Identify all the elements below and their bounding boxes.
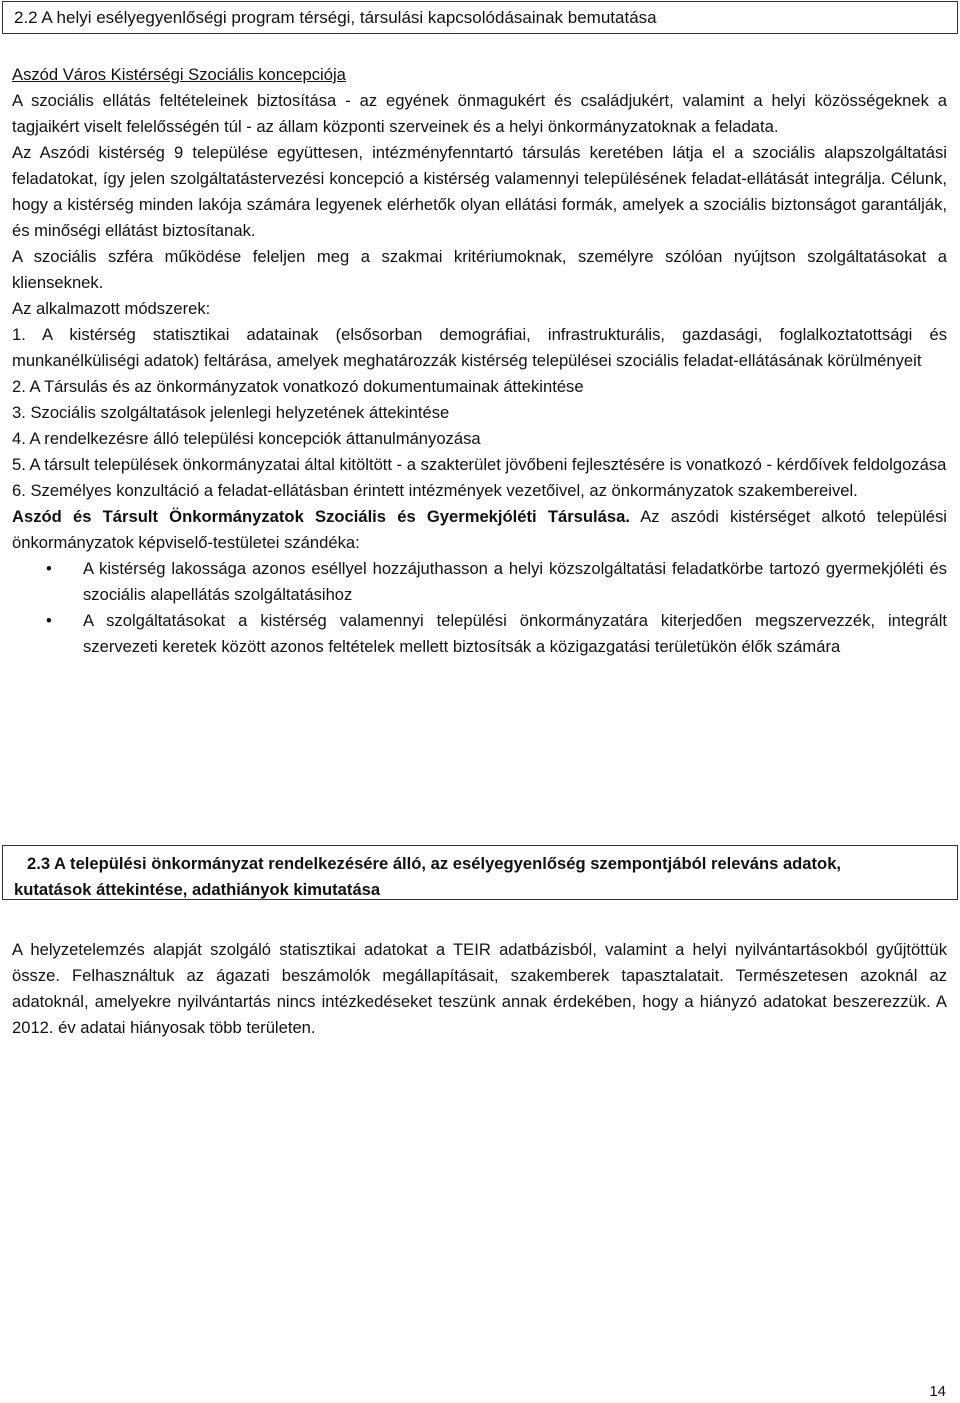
section-heading-2-3-line1: 2.3 A települési önkormányzat rendelkezésére álló, az esélyegyenlőség szempontjából releváns adatok,: [27, 854, 842, 873]
bullet-text: A szolgáltatásokat a kistérség valamennyi települési önkormányzatára kiterjedően megszervezzék, integrált szervezeti keretek között azonos feltételek mellett biztosítsák a közigazgatási területükön élők számára: [83, 611, 947, 656]
paragraph-2: Az Aszódi kistérség 9 települése együttesen, intézményfenntartó társulás keretében látja el a szociális alapszolgáltatási feladatokat, így jelen szolgáltatástervezési koncepció a kistérség valamennyi településének feladat-ellátását integrálja. Célunk, hogy a kistérség minden lakója számára legyenek elérhetők olyan ellátási formák, amelyek a szociális biztonságot garantálják, és minőségi ellátást biztosítanak.: [12, 143, 947, 240]
section-heading-2-3-line2: kutatások áttekintése, adathiányok kimutatása: [14, 880, 381, 899]
method-item: 6. Személyes konzultáció a feladat-ellátásban érintett intézmények vezetőivel, az önkormányzatok szakembereivel.: [12, 481, 858, 500]
paragraph-1: A szociális ellátás feltételeinek biztosítása - az egyének önmagukért és családjukért, valamint a helyi közösségeknek a tagjaikért viselt felelősségén túl - az állam központi szerveinek és a helyi önkormányzatoknak a feladata.: [12, 91, 947, 136]
section-2-3-body: [12, 937, 947, 1041]
association-text: Az aszódi kistérséget alkotó települési önkormányzatok képviselő-testületei szándéka:: [12, 507, 947, 552]
page-number: 14: [929, 1383, 946, 1400]
bullet-icon: •: [46, 611, 52, 630]
method-item: 5. A társult települések önkormányzatai által kitöltött - a szakterület jövőbeni fejlesztésére is vonatkozó - kérdőívek feldolgozása: [12, 455, 947, 474]
method-item: 1. A kistérség statisztikai adatainak (elsősorban demográfiai, infrastrukturális, gazdasági, foglalkoztatottsági és munkanélküliségi adatok) feltárása, amelyek meghatározzák kistérség települései szociális feladat-ellátásának körülményeit: [12, 325, 947, 370]
main-body: [12, 62, 947, 660]
paragraph-3: A szociális szféra működése feleljen meg a szakmai kritériumoknak, személyre szólóan nyújtson szolgáltatásokat a klienseknek.: [12, 247, 947, 292]
intent-bullet-list: [12, 556, 947, 660]
method-item: 3. Szociális szolgáltatások jelenlegi helyzetének áttekintése: [12, 403, 450, 422]
section-title: Aszód Város Kistérségi Szociális koncepciója: [12, 65, 346, 84]
paragraph-4: A helyzetelemzés alapját szolgáló statisztikai adatokat a TEIR adatbázisból, valamint a helyi nyilvántartásokból gyűjtöttük össze. Felhasználtuk az ágazati beszámolók megállapításait, szakemberek tapasztalatait. Természetesen azoknál az adatoknál, amelyekre nyilvántartás nincs intézkedéseket teszünk annak érdekében, hogy a hiányzó adatokat beszerezzük. A 2012. év adatai hiányosak több területen.: [12, 940, 947, 1037]
method-item: 2. A Társulás és az önkormányzatok vonatkozó dokumentumainak áttekintése: [12, 377, 584, 396]
association-paragraph: [12, 504, 947, 556]
section-heading-2-2: 2.2 A helyi esélyegyenlőségi program térségi, társulási kapcsolódásainak bemutatása: [14, 8, 657, 27]
section-heading-box-2-2: [2, 1, 958, 34]
bullet-text: A kistérség lakossága azonos eséllyel hozzájuthasson a helyi közszolgáltatási feladatkörbe tartozó gyermekjóléti és szociális alapellátás szolgáltatásihoz: [83, 559, 947, 604]
method-item: 4. A rendelkezésre álló települési koncepciók áttanulmányozása: [12, 429, 481, 448]
bullet-icon: •: [46, 559, 52, 578]
association-name: Aszód és Társult Önkormányzatok Szociális és Gyermekjóléti Társulása.: [12, 507, 630, 526]
bullet-item: [12, 608, 947, 660]
bullet-item: [12, 556, 947, 608]
section-heading-2-3: [14, 851, 949, 903]
methods-label: Az alkalmazott módszerek:: [12, 299, 211, 318]
section-heading-box-2-3: [2, 845, 958, 900]
